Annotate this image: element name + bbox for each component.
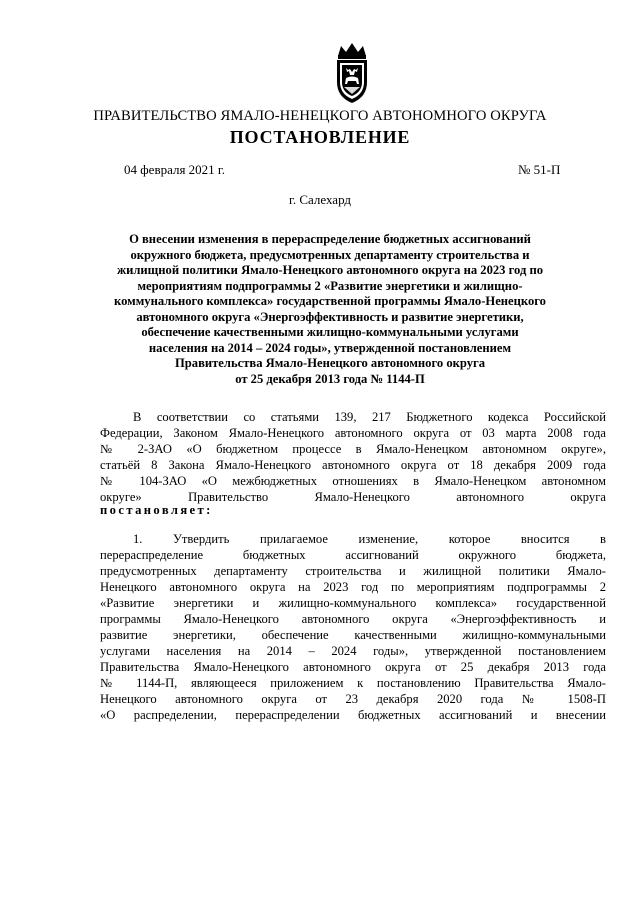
preamble-line: статьёй 8 Закона Ямало-Ненецкого автономного округа от 18 декабря 2009 года (100, 458, 606, 472)
document-heading (60, 232, 600, 387)
heading-line: коммунального комплекса» государственной программы Ямало-Ненецкого (114, 294, 546, 308)
document-city: г. Салехард (288, 192, 352, 207)
item1-line: № 1144-П, являющееся приложением к постановлению Правительства Ямало- (100, 676, 606, 690)
heading-line: автономного округа «Энергоэффективность и развитие энергетики, (136, 309, 524, 324)
item1-line: Ненецкого автономного округа на 2023 год по мероприятиям подпрограммы 2 (100, 580, 606, 594)
item1-line: «Развитие энергетики и жилищно-коммунального комплекса» государственной (100, 596, 606, 610)
item1-line: предусмотренных департаменту строительства и жилищной политики Ямало- (100, 564, 606, 578)
heading-line: Правительства Ямало-Ненецкого автономного округа (174, 356, 486, 370)
item1-line: развитие энергетики, обеспечение качественными жилищно-коммунальными (100, 628, 606, 642)
item1-line: Правительства Ямало-Ненецкого автономного округа от 25 декабря 2013 года (100, 660, 606, 674)
document-type: ПОСТАНОВЛЕНИЕ (229, 127, 411, 147)
document-number: № 51-П (518, 162, 561, 177)
heading-line: окружного бюджета, предусмотренных департаменту строительства и (130, 247, 530, 262)
resolves-word: постановляет: (100, 503, 213, 517)
item1-line: перераспределение бюджетных ассигнований окружного бюджета, (100, 548, 606, 562)
item1-line: «О распределении, перераспределении бюджетных ассигнований и внесении (100, 708, 606, 722)
item1-line: 1. Утвердить прилагаемое изменение, которое вносится в (133, 532, 606, 546)
heading-line: О внесении изменения в перераспределение бюджетных ассигнований (129, 232, 531, 246)
item1-line: Ненецкого автономного округа от 23 декабря 2020 года № 1508-П (100, 692, 606, 706)
preamble-line: Федерации, Законом Ямало-Ненецкого автономного округа от 03 марта 2008 года (100, 426, 606, 440)
yamal-coat-of-arms-icon (332, 42, 372, 104)
heading-line: жилищной политики Ямало-Ненецкого автономного округа на 2023 год по (116, 263, 544, 277)
preamble-line: № 2-ЗАО «О бюджетном процессе в Ямало-Ненецком автономном округе», (100, 442, 606, 456)
heading-line: обеспечение качественными жилищно-коммунальными услугами (141, 325, 519, 339)
preamble-line: № 104-ЗАО «О межбюджетных отношениях в Ямало-Ненецком автономном (100, 474, 606, 488)
heading-line: мероприятиям подпрограммы 2 «Развитие энергетики и жилищно- (137, 278, 523, 293)
preamble-line: В соответствии со статьями 139, 217 Бюджетного кодекса Российской (133, 410, 606, 424)
heading-line: от 25 декабря 2013 года № 1144-П (235, 371, 425, 386)
government-title: ПРАВИТЕЛЬСТВО ЯМАЛО-НЕНЕЦКОГО АВТОНОМНОГО ОКРУГА (93, 108, 547, 124)
item1-line: программы Ямало-Ненецкого автономного округа «Энергоэффективность и (100, 612, 606, 626)
heading-line: населения на 2014 – 2024 годы», утвержденной постановлением (148, 340, 512, 355)
preamble-line: округе» Правительство Ямало-Ненецкого автономного округа (100, 490, 606, 504)
item1-line: услугами населения на 2014 – 2024 годы», утвержденной постановлением (100, 644, 606, 658)
document-date: 04 февраля 2021 г. (124, 162, 226, 177)
